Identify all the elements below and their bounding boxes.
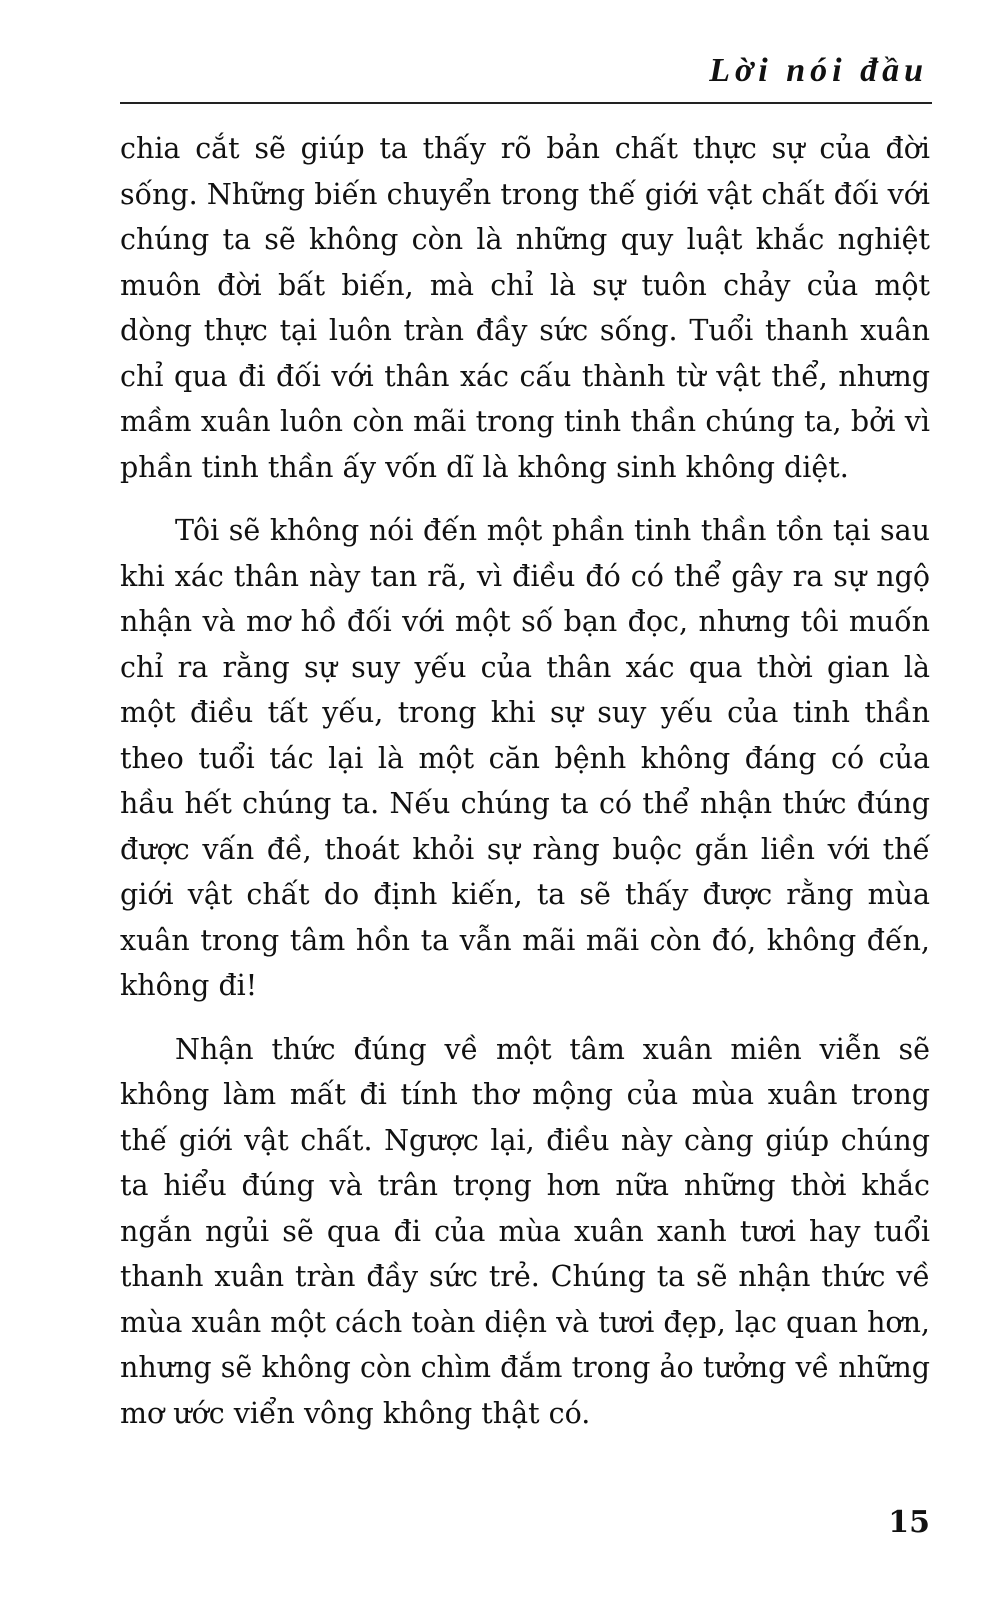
- paragraph: Nhận thức đúng về một tâm xuân miên viễn sẽ không làm mất đi tính thơ mộng của mùa xuân trong thế giới vật chất. Ngược lại, điều này càng giúp chúng ta hiểu đúng và trân trọng hơn nữa những thời khắc ngắn ngủi sẽ qua đi của mùa xuân xanh tươi hay tuổi thanh xuân tràn đầy sức trẻ. Chúng ta sẽ nhận thức về mùa xuân một cách toàn diện và tươi đẹp, lạc quan hơn, nhưng sẽ không còn chìm đắm trong ảo tưởng về những mơ ước viển vông không thật có.: [120, 1032, 930, 1430]
- paragraph-continuation: chia cắt sẽ giúp ta thấy rõ bản chất thực sự của đời sống. Những biến chuyển trong thế giới vật chất đối với chúng ta sẽ không còn là những quy luật khắc nghiệt muôn đời bất biến, mà chỉ là sự tuôn chảy của một dòng thực tại luôn tràn đầy sức sống. Tuổi thanh xuân chỉ qua đi đối với thân xác cấu thành từ vật thể, nhưng mầm xuân luôn còn mãi trong tinh thần chúng ta, bởi vì phần tinh thần ấy vốn dĩ là không sinh không diệt.: [120, 132, 930, 484]
- page-number: 15: [888, 1505, 930, 1540]
- paragraph: Tôi sẽ không nói đến một phần tinh thần tồn tại sau khi xác thân này tan rã, vì điều đó có thể gây ra sự ngộ nhận và mơ hồ đối với một số bạn đọc, nhưng tôi muốn chỉ ra rằng sự suy yếu của thân xác qua thời gian là một điều tất yếu, trong khi sự suy yếu của tinh thần theo tuổi tác lại là một căn bệnh không đáng có của hầu hết chúng ta. Nếu chúng ta có thể nhận thức đúng được vấn đề, thoát khỏi sự ràng buộc gắn liền với thế giới vật chất do định kiến, ta sẽ thấy được rằng mùa xuân trong tâm hồn ta vẫn mãi mãi còn đó, không đến, không đi!: [120, 514, 930, 1002]
- header-divider: [120, 102, 932, 104]
- running-header-title: Lời nói đầu: [709, 52, 928, 89]
- body-text: [120, 126, 930, 1454]
